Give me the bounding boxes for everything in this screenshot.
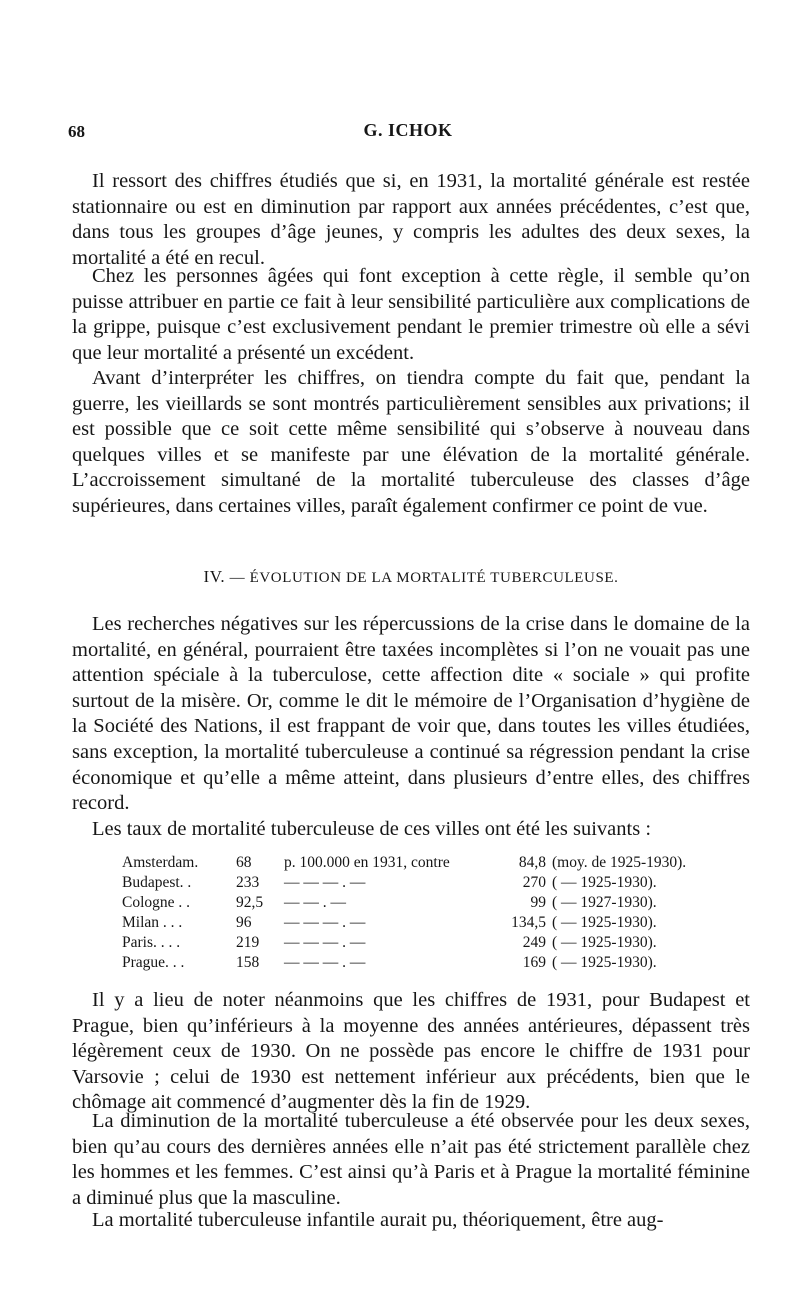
- table-row: [122, 913, 703, 933]
- tuberculosis-rates-table: [122, 853, 703, 973]
- paragraph: Les recherches négatives sur les répercussions de la crise dans le domaine de la mortalité, en général, pourraient être taxées incomplètes si l’on ne vouait pas une attention spéciale à la tuberculose, cette affection dite « sociale » qui profite surtout de la misère. Or, comme le dit le mémoire de l’Organisation d’hygiène de la Société des Nations, il est frappant de voir que, dans toutes les villes étudiées, sans exception, la mortalité tuberculeuse a continué sa régression pendant la crise économique et qu’elle a même atteint, dans plusieurs d’entre elles, des chiffres record.: [72, 613, 750, 815]
- rate-cell: 233: [236, 874, 260, 891]
- page-header: [68, 120, 748, 148]
- rate-cell: 219: [236, 934, 260, 951]
- table-row: [122, 893, 703, 913]
- city-cell: Cologne . .: [122, 894, 191, 911]
- average-cell: 169: [522, 954, 546, 971]
- rate-cell: 158: [236, 954, 260, 971]
- average-cell: 249: [522, 934, 546, 951]
- section-heading: [72, 567, 750, 587]
- rate-cell: 96: [236, 914, 252, 931]
- table-row: [122, 933, 703, 953]
- table-row: [122, 953, 703, 973]
- basis-cell: — — — . —: [284, 874, 366, 891]
- average-cell: 270: [522, 874, 546, 891]
- section-dash: —: [229, 570, 246, 586]
- paragraph: Il ressort des chiffres étudiés que si, en 1931, la mortalité générale est restée stationnaire ou est en diminution par rapport aux années précédentes, c’est que, dans tous les groupes d’âge jeunes, y compris les adultes des deux sexes, la mortalité a été en recul.: [72, 170, 750, 269]
- table-row: [122, 853, 703, 873]
- city-cell: Prague. . .: [122, 954, 185, 971]
- period-cell: ( — 1925-1930).: [552, 934, 657, 951]
- city-cell: Paris. . . .: [122, 934, 181, 951]
- section-number: IV.: [203, 567, 226, 586]
- period-cell: ( — 1925-1930).: [552, 874, 657, 891]
- rate-cell: 92,5: [236, 894, 264, 911]
- average-cell: 84,8: [518, 854, 546, 871]
- city-cell: Amsterdam.: [122, 854, 199, 871]
- paragraph: Les taux de mortalité tuberculeuse de ces villes ont été les suivants :: [92, 818, 652, 840]
- basis-cell: — — — . —: [284, 914, 366, 931]
- basis-cell: — — — . —: [284, 954, 366, 971]
- period-cell: (moy. de 1925-1930).: [552, 854, 687, 871]
- period-cell: ( — 1925-1930).: [552, 914, 657, 931]
- paragraph: Avant d’interpréter les chiffres, on tiendra compte du fait que, pendant la guerre, les vieillards se sont montrés particulièrement sensibles aux privations; il est possible que ce soit cette même sensibilité qui s’observe à nouveau dans quelques villes et se manifeste par une élévation de la mortalité générale. L’accroissement simultané de la mortalité tuberculeuse des classes d’âge supérieures, dans certaines villes, paraît également confirmer ce point de vue.: [72, 367, 750, 517]
- basis-cell: — — . —: [284, 894, 346, 911]
- paragraph: La diminution de la mortalité tuberculeuse a été observée pour les deux sexes, bien qu’au cours des dernières années elle n’ait pas été strictement parallèle chez les hommes et les femmes. C’est ainsi qu’à Paris et à Prague la mortalité féminine a diminué plus que la masculine.: [72, 1110, 750, 1209]
- table-row: [122, 873, 703, 893]
- paragraph: La mortalité tuberculeuse infantile aurait pu, théoriquement, être aug-: [92, 1209, 664, 1231]
- average-cell: 99: [530, 894, 546, 911]
- paragraph: Chez les personnes âgées qui font exception à cette règle, il semble qu’on puisse attribuer en partie ce fait à leur sensibilité particulière aux complications de la grippe, puisque c’est exclusivement pendant le premier trimestre où elle a sévi que leur mortalité a présenté un excédent.: [72, 265, 750, 364]
- period-cell: ( — 1925-1930).: [552, 954, 657, 971]
- page-number: 68: [68, 122, 85, 141]
- average-cell: 134,5: [511, 914, 546, 931]
- running-head: G. ICHOK: [363, 120, 453, 140]
- basis-cell: p. 100.000 en 1931, contre: [284, 854, 450, 871]
- section-title-text: ÉVOLUTION DE LA MORTALITÉ TUBERCULEUSE.: [249, 570, 619, 586]
- paragraph: Il y a lieu de noter néanmoins que les chiffres de 1931, pour Budapest et Prague, bien qu’inférieurs à la moyenne des années antérieures, dépassent très légèrement ceux de 1930. On ne possède pas encore le chiffre de 1931 pour Varsovie ; celui de 1930 est nettement inférieur aux précédents, bien que le chômage ait commencé d’augmenter dès la fin de 1929.: [72, 989, 750, 1114]
- rate-cell: 68: [236, 854, 252, 871]
- city-cell: Budapest. .: [122, 874, 192, 891]
- city-cell: Milan . . .: [122, 914, 183, 931]
- period-cell: ( — 1927-1930).: [552, 894, 657, 911]
- basis-cell: — — — . —: [284, 934, 366, 951]
